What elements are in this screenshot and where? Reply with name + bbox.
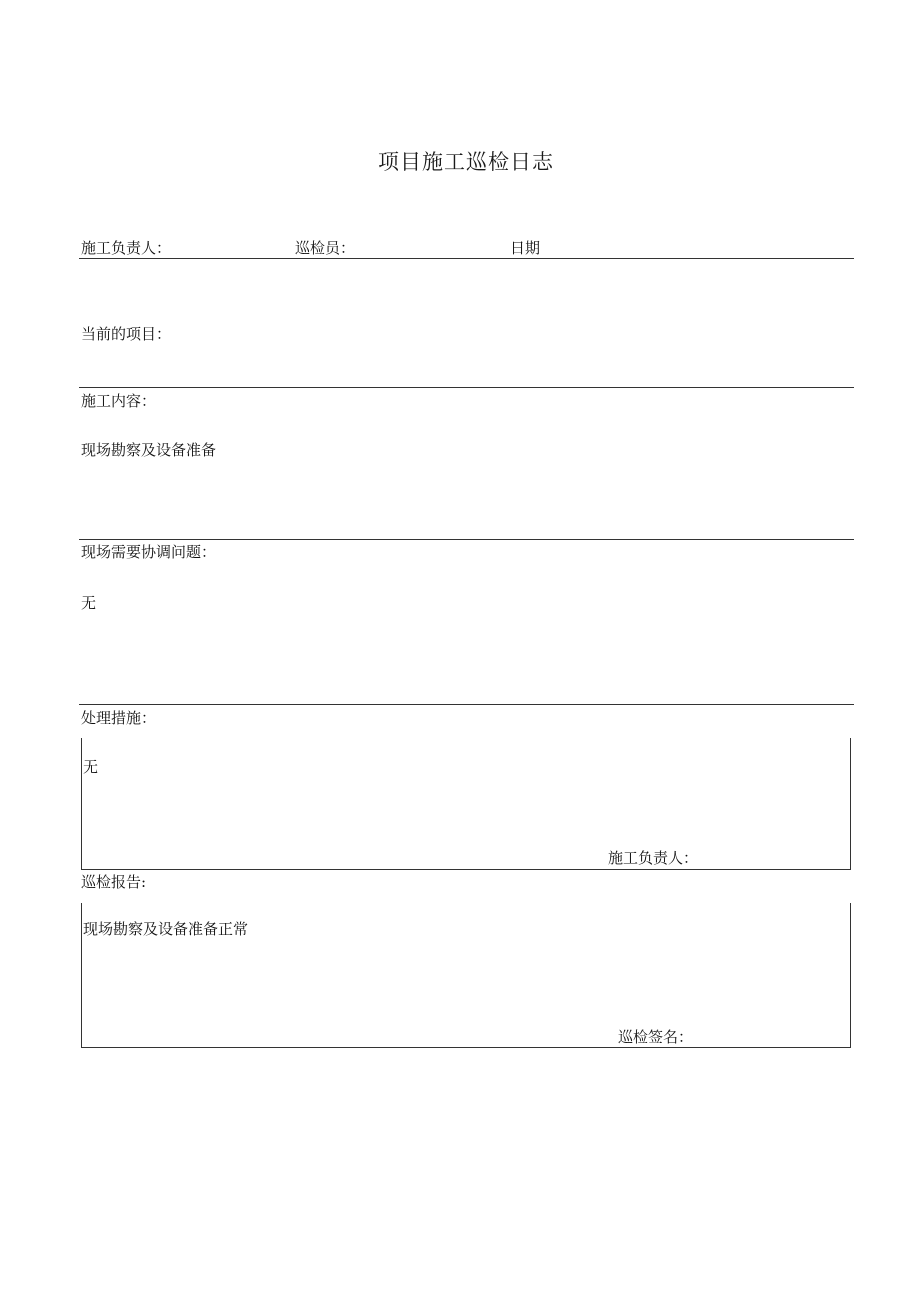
construction-content-divider xyxy=(79,539,854,540)
measures-box-bottom-border xyxy=(81,869,851,870)
measures-label: 处理措施： xyxy=(81,709,157,727)
report-box-left-border xyxy=(81,903,82,1048)
date-label: 日期 xyxy=(510,239,541,257)
inspector-label: 巡检员： xyxy=(295,239,356,257)
inspection-signature-label: 巡检签名： xyxy=(618,1028,694,1046)
construction-content-label: 施工内容： xyxy=(81,392,157,410)
current-project-divider xyxy=(79,387,854,388)
report-box-right-border xyxy=(850,903,851,1048)
current-project-label: 当前的项目： xyxy=(81,325,172,343)
inspection-report-label: 巡检报告: xyxy=(81,873,147,891)
construction-lead-label: 施工负责人： xyxy=(81,239,172,257)
coordination-issues-value: 无 xyxy=(81,594,97,612)
coordination-issues-label: 现场需要协调问题： xyxy=(81,543,217,561)
inspection-report-value: 现场勘察及设备准备正常 xyxy=(83,920,249,938)
measures-box-right-border xyxy=(850,738,851,869)
measures-value: 无 xyxy=(83,758,99,776)
header-underline xyxy=(79,258,854,259)
report-box-bottom-border xyxy=(81,1047,851,1048)
page-title: 项目施工巡检日志 xyxy=(378,150,554,174)
measures-box-left-border xyxy=(81,738,82,869)
construction-content-value: 现场勘察及设备准备 xyxy=(81,441,217,459)
coordination-issues-divider xyxy=(79,704,854,705)
measures-signature-label: 施工负责人： xyxy=(608,849,699,867)
